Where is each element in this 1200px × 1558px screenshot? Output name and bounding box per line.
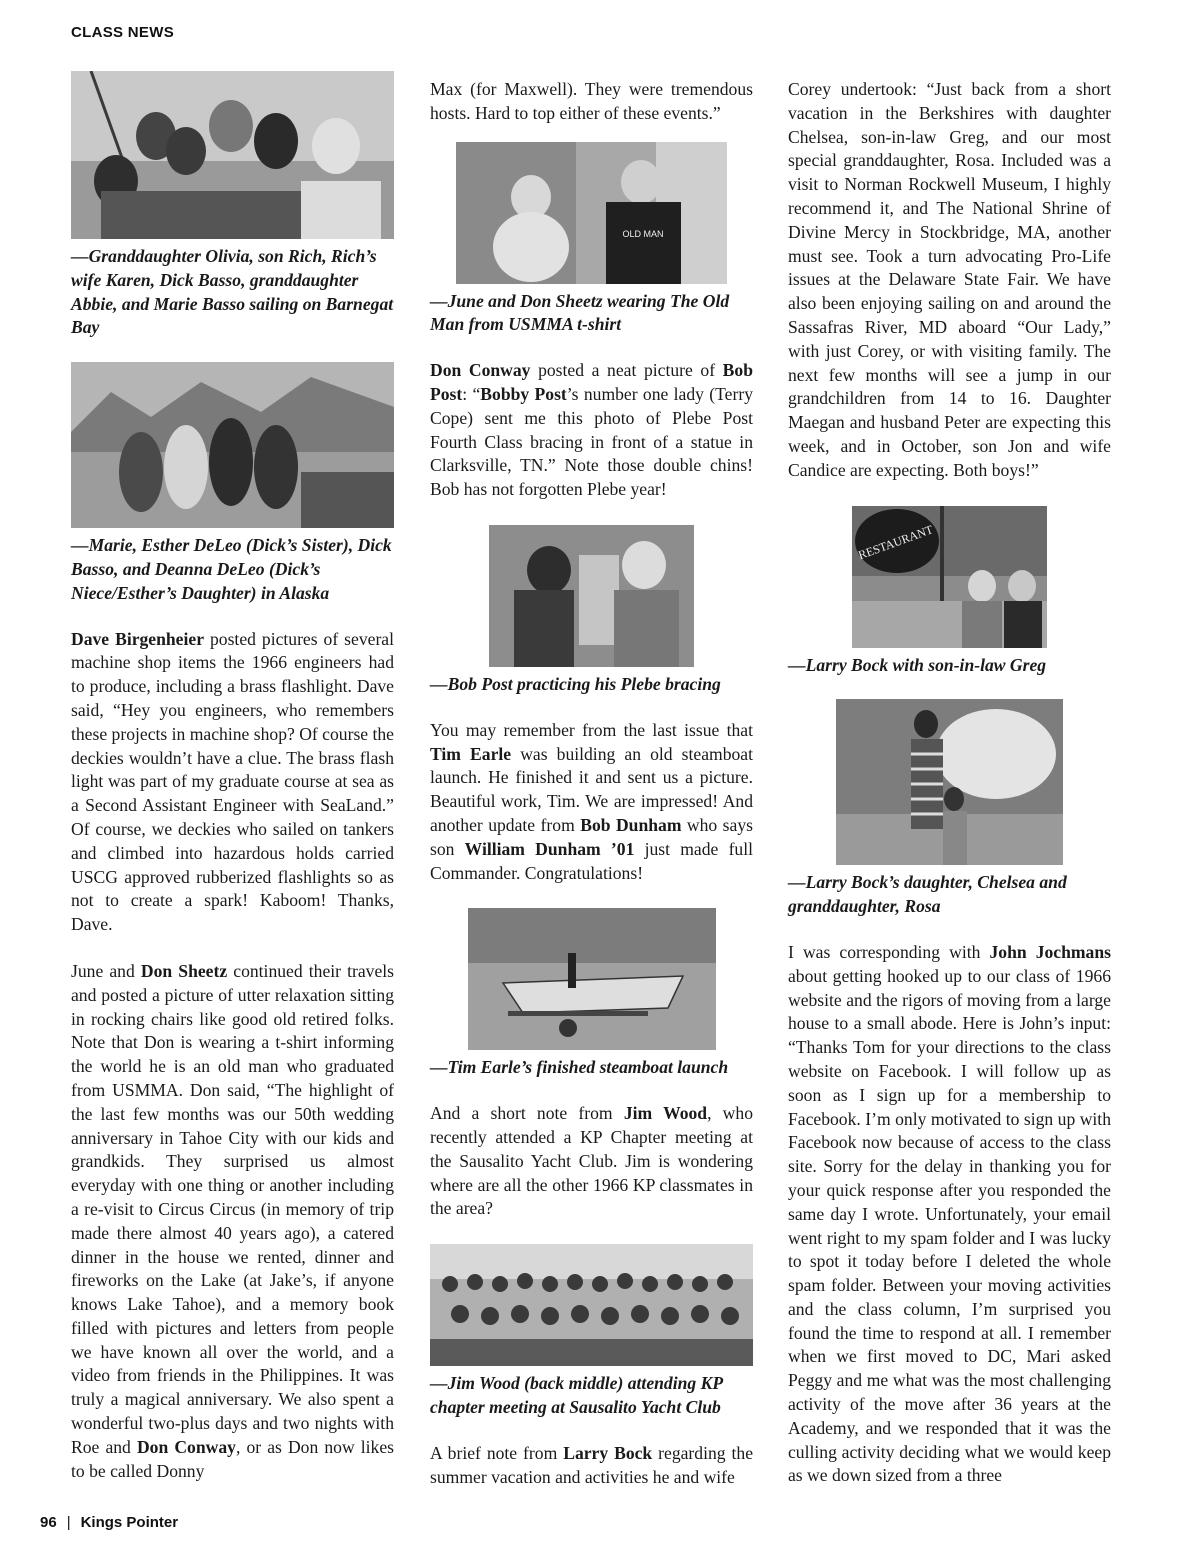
- name-bob-dunham: Bob Dunham: [580, 814, 682, 835]
- column-3: [788, 78, 1111, 1488]
- name-jim-wood: Jim Wood: [623, 1103, 708, 1124]
- name-william-dunham: William Dunham ’01: [464, 838, 635, 859]
- name-don-conway: Don Conway: [136, 1436, 236, 1457]
- photo-bob-post-bracing: [489, 525, 694, 667]
- paragraph-corey-vacation: Corey undertook: “Just back from a short vacation in the Berkshires with daughter Chelsea, son-in-law Greg, and our most special granddaughter, Rosa. Included was a visit to Norman Rockwell Museum, I highly recommend it, and The National Shrine of Divine Mercy in Stockbridge, MA, another must see. Took a turn advocating Pro-Life issues at the Delaware State Fair. We have also been enjoying sailing on and around the Sassafras River, MD aboard “Our Lady,” with just Corey, or with visiting family. The next few months will see a jump in our grandchildren from 14 to 16. Daughter Maegan and husband Peter are expecting this week, and in October, son Jon and wife Candice are expecting. Both boys!”: [788, 79, 1111, 480]
- photo-alaska-family: [71, 362, 394, 528]
- footer-separator: |: [66, 1514, 71, 1531]
- name-don-conway-2: Don Conway: [430, 360, 531, 381]
- photo-larry-bock-greg: [852, 506, 1047, 648]
- photo-sailing-barnegat-bay: [71, 71, 394, 239]
- name-larry-bock: Larry Bock: [563, 1442, 653, 1463]
- caption-june-don-sheetz: —June and Don Sheetz wearing The Old Man from USMMA t-shirt: [430, 290, 730, 335]
- name-bob-post: Bob Post: [430, 360, 753, 404]
- paragraph-jim-wood: And a short note from Jim Wood, who recently attended a KP Chapter meeting at the Sausalito Yacht Club. Jim is wondering where are all the other 1966 KP classmates in the area?: [430, 1103, 753, 1219]
- name-john-jochmans: John Jochmans: [989, 941, 1111, 962]
- photo-steamboat-launch: [468, 908, 716, 1050]
- caption-chelsea-rosa: —Larry Bock’s daughter, Chelsea and granddaughter, Rosa: [788, 872, 1067, 917]
- paragraph-don-sheetz: June and Don Sheetz continued their travels and posted a picture of utter relaxation sitting in rocking chairs like good old retired folks. Note that Don is wearing a t-shirt informing the world he is an old man who graduated from USMMA. Don said, “The highlight of the last few months was our 50th wedding anniversary in Tahoe City with our kids and grandkids. They surprised us almost everyday with one thing or another including a re-visit to Circus Circus (in memory of trip made there almost 40 years ago), a catered dinner in the house we rented, dinner and fireworks on the Lake (at Jake’s, if anyone knows Lake Tahoe), and a memory book filled with pictures and letters from people we have known all over the world, and a video from friends in the Philippines. It was truly a magical anniversary. We also spent a wonderful two-plus days and two nights with Roe and Don Conway, or as Don now likes to be called Donny: [71, 960, 395, 1481]
- caption-steamboat-launch: —Tim Earle’s finished steamboat launch: [430, 1057, 729, 1078]
- page-number: 96: [40, 1514, 57, 1531]
- name-bobby-post: Bobby Post: [480, 383, 567, 404]
- caption-alaska-family: —Marie, Esther DeLeo (Dick’s Sister), Dick Basso, and Deanna DeLeo (Dick’s Niece/Esther’s Daughter) in Alaska: [71, 535, 392, 603]
- column-2: [430, 78, 753, 1489]
- photo-chelsea-rosa: [836, 699, 1063, 865]
- paragraph-tim-earle: You may remember from the last issue that Tim Earle was building an old steamboat launch. He finished it and sent us a picture. Beautiful work, Tim. We are impressed! And another update from Bob Dunham who says son William Dunham ’01 just made full Commander. Congratulations!: [430, 719, 753, 883]
- column-1: [71, 78, 394, 1483]
- page-footer: [40, 1514, 178, 1531]
- publication-name: Kings Pointer: [80, 1514, 179, 1531]
- photo-june-don-sheetz: [456, 142, 727, 284]
- section-header: CLASS NEWS: [71, 24, 175, 41]
- paragraph-larry-bock: A brief note from Larry Bock regarding the summer vacation and activities he and wife: [430, 1442, 754, 1487]
- caption-larry-bock-greg: —Larry Bock with son-in-law Greg: [788, 654, 1047, 675]
- caption-kp-chapter-meeting: —Jim Wood (back middle) attending KP chapter meeting at Sausalito Yacht Club: [430, 1373, 723, 1417]
- caption-bob-post-bracing: —Bob Post practicing his Plebe bracing: [430, 673, 721, 694]
- name-don-sheetz: Don Sheetz: [140, 960, 228, 981]
- svg-text:OLD MAN: OLD MAN: [622, 228, 664, 239]
- name-tim-earle: Tim Earle: [430, 743, 512, 764]
- caption-sailing-barnegat-bay: —Granddaughter Olivia, son Rich, Rich’s wife Karen, Dick Basso, granddaughter Abbie, and Marie Basso sailing on Barnegat Bay: [71, 246, 394, 338]
- paragraph-john-jochmans: I was corresponding with John Jochmans about getting hooked up to our class of 1966 website and the rigors of moving from a large house to a small abode. Here is John’s input: “Thanks Tom for your directions to the class website on Facebook. I will follow up as soon as I sign up for a membership to Facebook. I’m only motivated to sign up with Facebook now because of access to the class site. Sorry for the delay in thanking you for your quick response after you responded the same day I wrote. Unfortunately, your email went right to my spam folder and I was lucky to spot it today before I deleted the whole spam folder. Between your moving activities and the class column, I’m surprised you found the time to respond at all. I remember when we first moved to DC, Mari asked Peggy and me what was the most challenging activity of the move after 36 years at the Academy, and we responded that it was the culling activity deciding what we would keep as we down sized from a three: [788, 941, 1111, 1486]
- paragraph-don-conway: Don Conway posted a neat picture of Bob Post: “Bobby Post’s number one lady (Terry Cope) sent me this photo of Plebe Post Fourth Class bracing in front of a statue in Clarksville, TN.” Note those double chins! Bob has not forgotten Plebe year!: [430, 360, 753, 500]
- restaurant-sign-text: RESTAURANT: [856, 521, 935, 562]
- paragraph-continued-sheetz: Max (for Maxwell). They were tremendous hosts. Hard to top either of these events.”: [430, 79, 753, 123]
- name-dave-birgenheier: Dave Birgenheier: [71, 628, 205, 649]
- photo-kp-chapter-meeting: [430, 1244, 753, 1366]
- paragraph-dave-birgenheier: Dave Birgenheier posted pictures of several machine shop items the 1966 engineers had to produce, including a brass flashlight. Dave said, “Hey you engineers, who remembers these projects in machine shop? Of course the deckies wouldn’t have a clue. The brass flash light was part of my graduate course at sea as a Second Assistant Engineer with SeaLand.” Of course, we deckies who sailed on tankers and climbed into hazardous holds carried USCG approved rubberized flashlights so as not to create a spark! Kaboom! Thanks, Dave.: [71, 628, 394, 935]
